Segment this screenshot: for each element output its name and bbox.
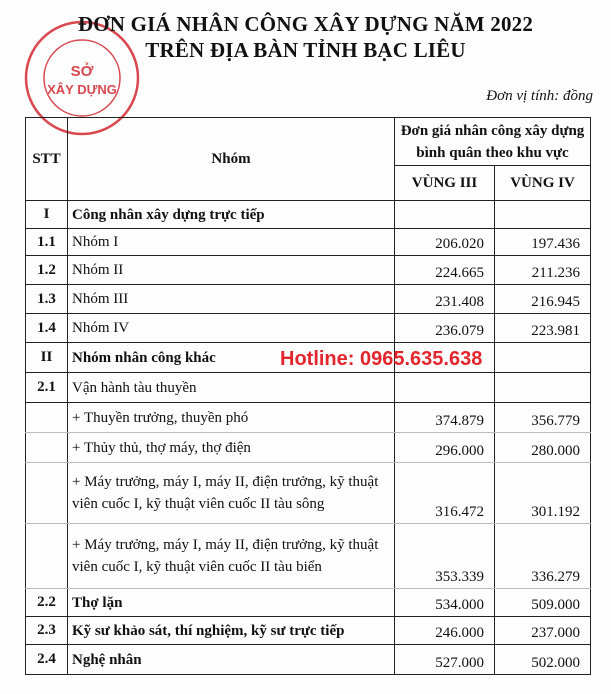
row-vung-3 <box>395 201 495 229</box>
row-stt <box>26 463 68 524</box>
row-stt: 1.4 <box>26 314 68 343</box>
row-stt <box>26 403 68 433</box>
table-row <box>26 463 591 524</box>
row-stt: 2.2 <box>26 589 68 617</box>
row-vung-4: 301.192 <box>495 463 591 524</box>
table-row <box>26 256 591 285</box>
row-stt <box>26 524 68 589</box>
row-vung-3: 206.020 <box>395 229 495 256</box>
row-vung-3: 353.339 <box>395 524 495 589</box>
header-vung-3: VÙNG III <box>395 166 495 201</box>
row-vung-4: 216.945 <box>495 285 591 314</box>
row-name: Nhóm nhân công khác <box>68 343 395 373</box>
row-vung-4: 280.000 <box>495 433 591 463</box>
row-name: Thợ lặn <box>68 589 395 617</box>
row-vung-4: 197.436 <box>495 229 591 256</box>
svg-text:XÂY DỰNG: XÂY DỰNG <box>47 82 117 97</box>
row-stt: 1.2 <box>26 256 68 285</box>
row-vung-3: 316.472 <box>395 463 495 524</box>
row-vung-3: 534.000 <box>395 589 495 617</box>
title-line-1: ĐƠN GIÁ NHÂN CÔNG XÂY DỰNG NĂM 2022 <box>77 12 534 36</box>
row-stt: II <box>26 343 68 373</box>
row-name: Công nhân xây dựng trực tiếp <box>68 201 395 229</box>
row-name: Nghệ nhân <box>68 645 395 675</box>
row-vung-3: 527.000 <box>395 645 495 675</box>
table-row <box>26 617 591 645</box>
row-vung-4: 223.981 <box>495 314 591 343</box>
table-row <box>26 285 591 314</box>
row-vung-4 <box>495 343 591 373</box>
row-vung-4: 336.279 <box>495 524 591 589</box>
row-name: Vận hành tàu thuyền <box>68 373 395 403</box>
row-vung-4 <box>495 373 591 403</box>
row-vung-3: 224.665 <box>395 256 495 285</box>
table-row <box>26 589 591 617</box>
row-vung-4: 509.000 <box>495 589 591 617</box>
row-stt: 1.1 <box>26 229 68 256</box>
row-name: + Thủy thủ, thợ máy, thợ điện <box>68 433 395 463</box>
row-stt: 2.4 <box>26 645 68 675</box>
hotline-watermark: Hotline: 0965.635.638 <box>280 348 483 370</box>
table-row <box>26 314 591 343</box>
svg-text:SỞ: SỞ <box>70 63 94 80</box>
header-price: Đơn giá nhân công xây dựng bình quân theo khu vực <box>395 118 591 166</box>
row-stt: 1.3 <box>26 285 68 314</box>
row-stt: 2.1 <box>26 373 68 403</box>
row-vung-4: 502.000 <box>495 645 591 675</box>
table-row <box>26 433 591 463</box>
row-vung-3: 296.000 <box>395 433 495 463</box>
table-row <box>26 403 591 433</box>
header-vung-4: VÙNG IV <box>495 166 591 201</box>
row-vung-4: 356.779 <box>495 403 591 433</box>
row-name: Kỹ sư khảo sát, thí nghiệm, kỹ sư trực tiếp <box>68 617 395 645</box>
row-name: + Máy trưởng, máy I, máy II, điện trưởng, kỹ thuật viên cuốc I, kỹ thuật viên cuốc II tàu biển <box>68 524 395 589</box>
table-row <box>26 524 591 589</box>
row-name: Nhóm IV <box>68 314 395 343</box>
row-vung-3: 231.408 <box>395 285 495 314</box>
row-name: Nhóm I <box>68 229 395 256</box>
unit-label: Đơn vị tính: đồng <box>486 88 593 104</box>
table-row <box>26 229 591 256</box>
row-vung-3 <box>395 373 495 403</box>
row-stt: 2.3 <box>26 617 68 645</box>
title-line-2: TRÊN ĐỊA BÀN TỈNH BẠC LIÊU <box>145 38 466 62</box>
row-vung-3: 374.879 <box>395 403 495 433</box>
table-row <box>26 201 591 229</box>
row-stt <box>26 433 68 463</box>
row-vung-4: 211.236 <box>495 256 591 285</box>
row-vung-4 <box>495 201 591 229</box>
row-name: Nhóm III <box>68 285 395 314</box>
row-stt: I <box>26 201 68 229</box>
row-name: Nhóm II <box>68 256 395 285</box>
row-vung-4: 237.000 <box>495 617 591 645</box>
row-vung-3: 236.079 <box>395 314 495 343</box>
price-table <box>25 117 591 675</box>
table-row <box>26 373 591 403</box>
table-row <box>26 645 591 675</box>
row-vung-3: 246.000 <box>395 617 495 645</box>
row-name: + Máy trưởng, máy I, máy II, điện trưởng, kỹ thuật viên cuốc I, kỹ thuật viên cuốc II tàu sông <box>68 463 395 524</box>
header-group: Nhóm <box>68 118 395 201</box>
row-name: + Thuyền trưởng, thuyền phó <box>68 403 395 433</box>
header-stt: STT <box>26 118 68 201</box>
